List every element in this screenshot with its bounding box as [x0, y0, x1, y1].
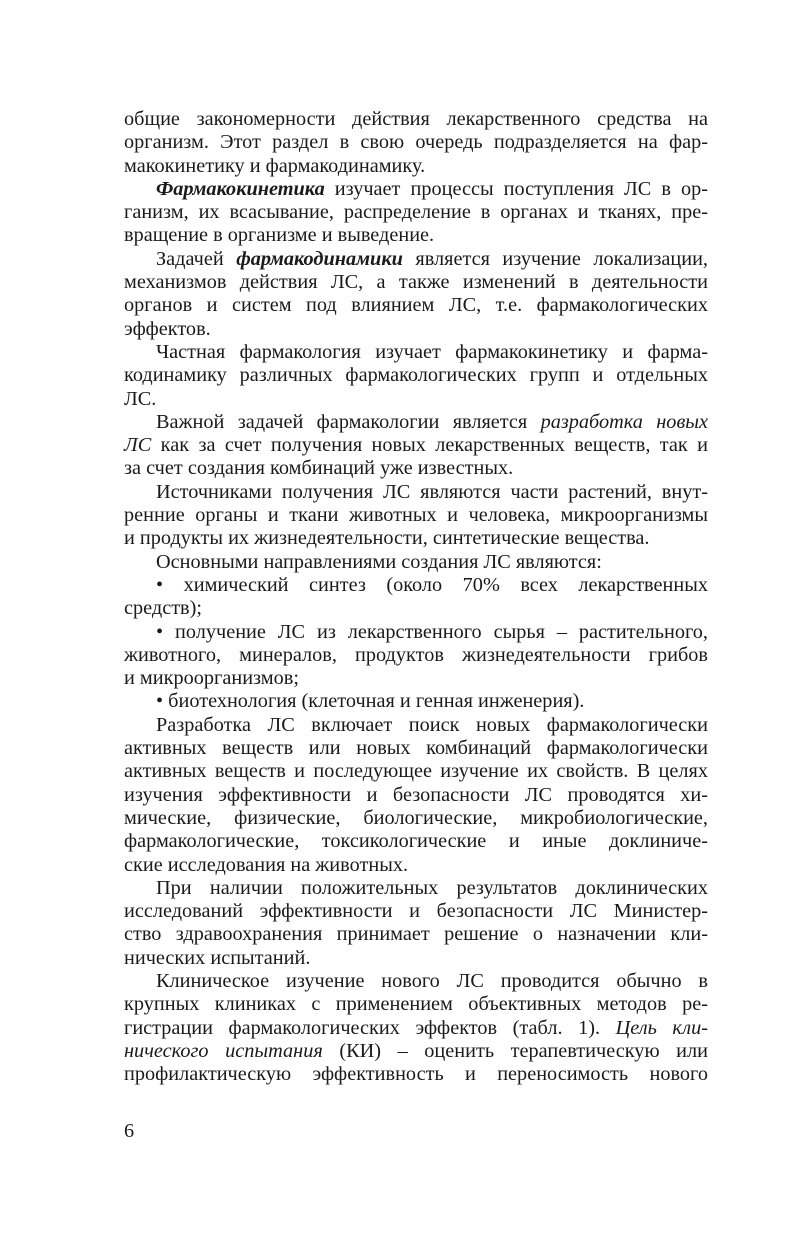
text-line: и продукты их жизнедеятельности, синтетические вещества. [124, 527, 650, 550]
text-line: При наличии положительных результатов доклинических [156, 876, 708, 899]
text-line: ЛС. [124, 387, 157, 410]
text-line: эффектов. [124, 317, 211, 340]
text-line: организм. Этот раздел в свою очередь подразделяется на фар- [124, 131, 708, 154]
text-line: активных веществ или новых комбинаций фармакологически [124, 737, 708, 760]
text-line: Разработка ЛС включает поиск новых фармакологически [156, 713, 708, 736]
text-line: Клиническое изучение нового ЛС проводится обычно в [156, 969, 708, 992]
emphasis-trial-goal: Цель кли- [615, 1016, 709, 1039]
text-fragment: гистрации фармакологических эффектов (табл. 1). [124, 1016, 616, 1039]
text-line: за счет создания комбинаций уже известных. [124, 457, 514, 480]
text-line [124, 411, 708, 434]
text-line: Источниками получения ЛС являются части растений, внут- [156, 480, 708, 503]
text-line: общие закономерности действия лекарственного средства на [124, 108, 708, 130]
text-line: профилактическую эффективность и переносимость нового [124, 1063, 708, 1086]
text-line: мические, физические, биологические, микробиологические, [124, 806, 708, 829]
term-pharmacodynamics: фармакодинамики [236, 247, 403, 270]
text-line: крупных клиниках с применением объективных методов ре- [124, 993, 708, 1016]
text-line: вращение в организме и выведение. [124, 224, 435, 247]
text-line [124, 1017, 708, 1040]
text-line: средств); [124, 597, 203, 620]
text-line [124, 1040, 708, 1063]
text-fragment: является изучение локализации, [402, 247, 708, 270]
text-line: ганизм, их всасывание, распределение в органах и тканях, пре- [124, 201, 708, 224]
term-pharmacokinetics: Фармакокинетика [156, 177, 325, 200]
page-body [124, 108, 708, 1086]
text-line: Частная фармакология изучает фармакокинетику и фарма- [156, 340, 708, 363]
text-fragment: Важной задачей фармакологии является [156, 410, 541, 433]
text-line: исследований эффективности и безопасности ЛС Министер- [124, 900, 708, 923]
list-item: • получение ЛС из лекарственного сырья – растительного, [156, 620, 708, 643]
text-line: кодинамику различных фармакологических групп и отдельных [124, 364, 708, 387]
emphasis-trial-goal: нического испытания [124, 1039, 323, 1062]
text-line: механизмов действия ЛС, а также изменений в деятельности [124, 271, 708, 294]
list-item: • биотехнология (клеточная и генная инженерия). [156, 690, 585, 713]
text-line: нических испытаний. [124, 946, 311, 969]
text-line: ренние органы и ткани животных и человека, микроорганизмы [124, 504, 708, 527]
text-fragment: изучает процессы поступления ЛС в ор- [324, 177, 708, 200]
text-line [124, 248, 708, 271]
text-line: активных веществ и последующее изучение их свойств. В целях [124, 760, 708, 783]
page-number: 6 [124, 1120, 135, 1142]
text-fragment: (КИ) – оценить терапевтическую или [322, 1039, 708, 1062]
text-fragment: как за счет получения новых лекарственных веществ, так и [151, 434, 708, 457]
emphasis-new-drugs: разработка новых [540, 410, 708, 433]
text-fragment: Задачей [156, 247, 237, 270]
text-line: животного, минералов, продуктов жизнедеятельности грибов [124, 643, 708, 666]
text-line: фармакологические, токсикологические и иные доклиниче- [124, 830, 708, 853]
emphasis-text: ЛС [124, 434, 152, 457]
text-line [124, 178, 708, 201]
text-line [124, 434, 708, 457]
text-line: и микроорганизмов; [124, 667, 299, 690]
text-line: ство здравоохранения принимает решение о назначении кли- [124, 923, 708, 946]
list-item: • химический синтез (около 70% всех лекарственных [156, 573, 708, 596]
text-line: макокинетику и фармакодинамику. [124, 154, 426, 177]
text-line: Основными направлениями создания ЛС являются: [156, 550, 602, 573]
text-line: изучения эффективности и безопасности ЛС проводятся хи- [124, 783, 708, 806]
text-line: органов и систем под влиянием ЛС, т.е. фармакологических [124, 294, 708, 317]
text-line: ские исследования на животных. [124, 853, 409, 876]
